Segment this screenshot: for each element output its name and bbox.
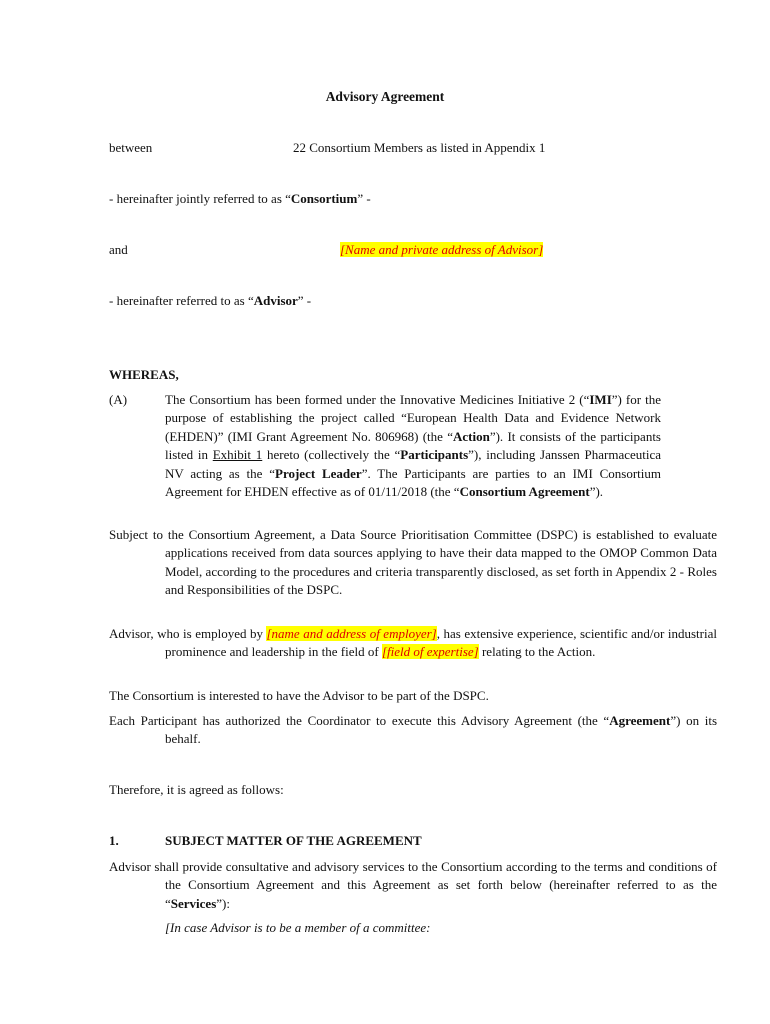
and-label: and: [109, 242, 128, 257]
whereas-heading: WHEREAS,: [109, 367, 179, 382]
committee-note: [In case Advisor is to be a member of a committee:: [165, 920, 431, 935]
consortium-members: 22 Consortium Members as listed in Appendix 1: [293, 140, 546, 155]
services-paragraph: Advisor shall provide consultative and advisory services to the Consortium according to the terms and conditions of the Consortium Agreement and this Agreement as set forth below (hereinafter referred to as the “Services”):: [109, 859, 717, 911]
section-number: 1.: [109, 833, 119, 848]
therefore-clause: Therefore, it is agreed as follows:: [109, 782, 284, 797]
advisor-reference: - hereinafter referred to as “Advisor” -: [109, 293, 312, 308]
document-title: Advisory Agreement: [325, 89, 445, 104]
authorization-paragraph: Each Participant has authorized the Coordinator to execute this Advisory Agreement (the “Agreement”) on its behalf.: [109, 713, 717, 747]
consortium-reference: - hereinafter jointly referred to as “Consortium” -: [109, 191, 371, 206]
section-heading: SUBJECT MATTER OF THE AGREEMENT: [165, 833, 422, 848]
recital-a-text: The Consortium has been formed under the Innovative Medicines Initiative 2 (“IMI”) for the purpose of establishing the project called “European Health Data and Evidence Network (EHDEN)” (IMI Grant Agreement No. 806968) (the “Action”). It consists of the participants listed in Exhibit 1 hereto (collectively the “Participants”), including Janssen Pharmaceutica NV acting as the “Project Leader”. The Participants are parties to an IMI Consortium Agreement for EHDEN effective as of 01/11/2018 (the “Consortium Agreement”).: [165, 392, 662, 500]
dspc-paragraph: Subject to the Consortium Agreement, a Data Source Prioritisation Committee (DSPC) is established to evaluate applications received from data sources applying to have their data mapped to the OMOP Common Data Model, according to the procedures and criteria transparently disclosed, as set forth in Appendix 2 - Roles and Responsibilities of the DSPC.: [109, 527, 717, 598]
between-label: between: [109, 140, 153, 155]
interest-paragraph: The Consortium is interested to have the Advisor to be part of the DSPC.: [109, 688, 489, 703]
advisor-placeholder: [Name and private address of Advisor]: [340, 242, 544, 257]
recital-a: [109, 391, 661, 501]
advisor-paragraph: Advisor, who is employed by [name and address of employer], has extensive experience, scientific and/or industrial prominence and leadership in the field of [field of expertise] relating to the Action.: [109, 626, 717, 660]
recital-a-label: (A): [109, 392, 128, 407]
